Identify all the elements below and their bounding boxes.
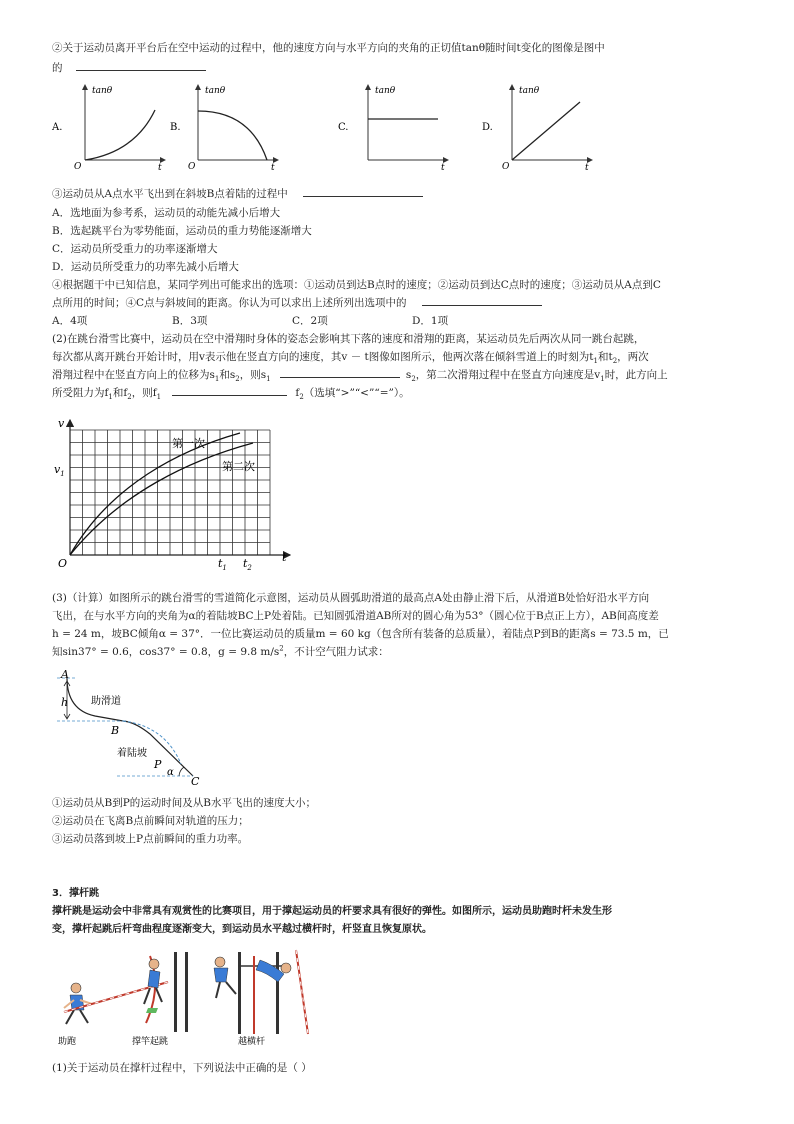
answer-blank-s[interactable] <box>280 367 400 378</box>
option-d-origin: O <box>502 162 510 172</box>
v-axis-label: v <box>58 417 65 430</box>
part2-line3-text-f: 时，此方向上 <box>604 369 668 381</box>
option-c-yaxis: tanθ <box>375 86 396 96</box>
sub: 1 <box>108 393 113 402</box>
sub: 2 <box>127 393 132 402</box>
part3-subq2: ②运动员在飞离B点前瞬间对轨道的压力； <box>52 815 249 827</box>
option-c-xaxis: t <box>441 163 445 173</box>
section3-question1: (1)关于运动员在撑杆过程中，下列说法中正确的是（ ） <box>52 1062 312 1074</box>
q4-line2 <box>52 295 542 310</box>
q4-option-d[interactable]: D．1项 <box>412 315 449 327</box>
point-p-label: P <box>154 758 162 771</box>
option-a-origin: O <box>74 162 82 172</box>
part2-line3-text-b: 和s <box>219 369 236 381</box>
part2-line3-text-a: 滑翔过程中在竖直方向上的位移为s <box>52 369 215 381</box>
t-axis-label: t <box>282 551 287 564</box>
q3-option-c[interactable]: C．运动员所受重力的功率逐渐增大 <box>52 243 218 255</box>
sup: 2 <box>279 644 284 653</box>
option-a-label: A. <box>52 122 63 133</box>
part3-line4-text-a: 知sin37° = 0.6，cos37° = 0.8，g = 9.8 m/s <box>52 646 280 658</box>
option-b-xaxis: t <box>271 163 275 173</box>
option-c-label: C. <box>338 122 349 133</box>
answer-blank[interactable] <box>303 186 423 197</box>
part2-line4 <box>52 385 410 401</box>
origin-label: O <box>58 557 68 570</box>
option-a-yaxis: tanθ <box>92 86 113 96</box>
graph-option-d[interactable] <box>482 85 592 173</box>
vt-graph <box>50 415 300 575</box>
q3-option-d[interactable]: D．运动员所受重力的功率先减小后增大 <box>52 261 239 273</box>
part2-line2-text-a: 每次都从离开跳台开始计时，用v表示他在竖直方向的速度，其v － t图像如图所示，他两次落在倾斜雪道上的时刻为t <box>52 351 594 363</box>
part2-line2-text-c: ，两次 <box>617 351 649 363</box>
option-b-origin: O <box>188 162 196 172</box>
option-d-line <box>512 102 580 160</box>
part2-line4-text-b: 和f <box>112 387 128 399</box>
option-d-xaxis: t <box>585 163 589 173</box>
answer-blank-f[interactable] <box>172 385 287 396</box>
q3-option-b[interactable]: B．选起跳平台为零势能面，运动员的重力势能逐渐增大 <box>52 225 312 237</box>
part3-line1: (3)（计算）如图所示的跳台滑雪的雪道简化示意图，运动员从圆弧助滑道的最高点A处由静止滑下后，从滑道B处恰好沿水平方向 <box>52 592 650 604</box>
part2-line1: (2)在跳台滑雪比赛中，运动员在空中滑翔时身体的姿态会影响其下落的速度和滑翔的距离，某运动员先后两次从同一跳台起跳， <box>52 333 645 345</box>
q3-option-a[interactable]: A．选地面为参考系，运动员的动能先减小后增大 <box>52 207 281 219</box>
q2-stem-line1: ②关于运动员离开平台后在空中运动的过程中，他的速度方向与水平方向的夹角的正切值tanθ随时间t变化的图像是图中 <box>52 42 605 54</box>
curve-first-label: 第一次 <box>172 437 205 450</box>
curve-second-label: 第二次 <box>222 460 255 473</box>
graph-option-b[interactable] <box>170 85 278 173</box>
part3-line3: h = 24 m，坡BC倾角α = 37°．一位比赛运动员的质量m = 60 kg（包含所有装备的总质量），着陆点P到B的距离s = 73.5 m，已 <box>52 628 669 640</box>
landing-slope-label: 着陆坡 <box>117 748 147 759</box>
height-h-label: h <box>61 696 69 709</box>
sub: 2 <box>299 393 304 402</box>
t1-label: $t_1$ <box>218 557 227 572</box>
sub: 1 <box>266 375 271 384</box>
part3-line4-text-b: ，不计空气阻力试求： <box>283 646 389 658</box>
angle-alpha-label: α <box>167 767 174 778</box>
sub: 1 <box>214 375 220 384</box>
caption-runup: 助跑 <box>58 1037 77 1047</box>
answer-blank[interactable] <box>76 60 206 71</box>
ski-slope-diagram <box>55 668 215 786</box>
q4-option-c[interactable]: C．2项 <box>292 315 328 327</box>
part2-line4-text-c: ，则f <box>131 387 157 399</box>
option-a-curve <box>85 110 155 160</box>
option-d-yaxis: tanθ <box>519 86 540 96</box>
part2-line3-text-d: s <box>405 369 412 381</box>
q4-option-b[interactable]: B．3项 <box>172 315 208 327</box>
caption-clearance: 越横杆 <box>238 1037 266 1047</box>
part3-subq3: ③运动员落到坡上P点前瞬间的重力功率。 <box>52 833 249 845</box>
option-b-curve <box>198 111 267 160</box>
v1-tick-label: $v_1$ <box>54 463 65 478</box>
t2-label: $t_2$ <box>243 557 252 572</box>
sub: 1 <box>600 375 605 384</box>
part2-line3-text-e: ，第二次滑翔过程中在竖直方向速度是v <box>415 369 601 381</box>
sub: 2 <box>235 375 240 384</box>
answer-blank[interactable] <box>422 295 542 306</box>
takeoff-figure <box>144 952 188 1032</box>
vt-grid <box>70 430 270 555</box>
sub: 2 <box>612 357 618 366</box>
point-a-label: A <box>61 668 69 681</box>
q2-stem-line2 <box>52 60 206 75</box>
section3-intro-line1: 撑杆跳是运动会中非常具有观赏性的比赛项目，用于撑起运动员的杆要求具有很好的弹性。如图所示，运动员助跑时杆未发生形 <box>52 906 612 917</box>
option-a-xaxis: t <box>158 163 162 173</box>
sub: 2 <box>411 375 416 384</box>
q3-stem <box>52 186 423 201</box>
section3-title: 3．撑杆跳 <box>52 888 99 899</box>
q3-stem-text: ③运动员从A点水平飞出到在斜坡B点着陆的过程中 <box>52 188 288 200</box>
caption-takeoff: 撑竿起跳 <box>132 1037 169 1047</box>
part3-line4 <box>52 644 389 659</box>
section3-intro-line2: 变，撑杆起跳后杆弯曲程度逐渐变大，到运动员水平越过横杆时，杆竖直且恢复原状。 <box>52 924 432 935</box>
tan-theta-graph-options <box>40 80 760 175</box>
part2-line3-text-c: ，则s <box>239 369 267 381</box>
pole-vault-illustration <box>50 938 340 1050</box>
part2-line2-text-b: 和t <box>597 351 613 363</box>
curve-first-jump <box>70 433 240 555</box>
graph-option-a[interactable] <box>51 85 165 173</box>
sub: 1 <box>156 393 162 402</box>
clearance-figure <box>214 950 308 1034</box>
graph-option-c[interactable] <box>338 85 448 173</box>
option-d-label: D. <box>482 122 493 133</box>
q2-stem-line2-text: 的 <box>52 62 63 74</box>
q4-line1: ④根据题干中已知信息，某同学列出可能求出的选项：①运动员到达B点时的速度；②运动员到达C点时的速度；③运动员从A点到C <box>52 279 661 291</box>
part3-line2: 飞出，在与水平方向的夹角为α的着陆坡BC上P处着陆。已知圆弧滑道AB所对的圆心角为53°（圆心位于B点正上方），AB间高度差 <box>52 610 659 622</box>
q4-line2-text: 点所用的时间；④C点与斜坡间的距离。你认为可以求出上述所列出选项中的 <box>52 297 407 309</box>
sub: 1 <box>593 357 598 366</box>
q4-option-a[interactable]: A．4项 <box>52 315 88 327</box>
part2-line4-text-e: （选填“>”“<”“=”）。 <box>303 387 410 399</box>
point-b-label: B <box>111 724 120 737</box>
part3-subq1: ①运动员从B到P的运动时间及从B水平飞出的速度大小； <box>52 797 316 809</box>
option-b-yaxis: tanθ <box>205 86 226 96</box>
option-b-label: B. <box>170 122 181 133</box>
in-run-label: 助滑道 <box>91 696 121 707</box>
part2-line4-text-d: f <box>295 387 300 399</box>
part2-line2 <box>52 349 649 365</box>
part2-line3 <box>52 367 668 383</box>
part2-line4-text-a: 所受阻力为f <box>52 387 109 399</box>
point-c-label: C <box>191 775 200 786</box>
